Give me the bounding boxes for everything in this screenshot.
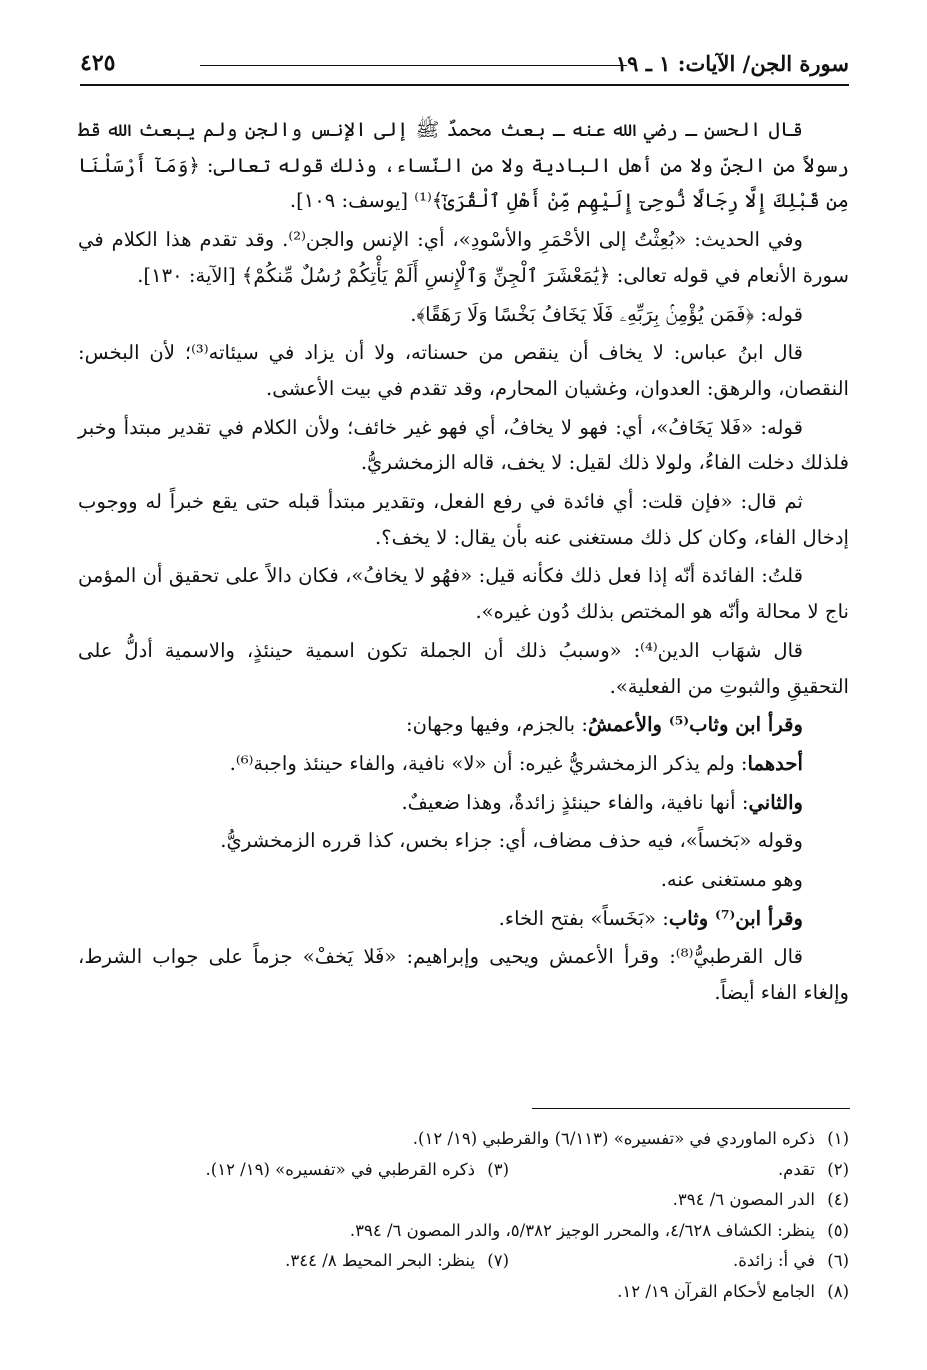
footnote bbox=[285, 1246, 509, 1277]
paragraph: قوله: «فَلا يَخَافُ»، أي: فهو لا يخافُ، أي فهو غير خائف؛ ولأن الكلام في تقدير مبتدأ وخبر فلذلك دخلت الفاءُ، ولولا ذلك لقيل: لا يخف، قاله الزمخشريُّ. bbox=[78, 415, 849, 475]
paragraph: وفي الحديث: «بُعِثْتُ إلى الأحْمَرِ والأسْودِ»، أي: الإنس والجن⁽²⁾. وقد تقدم هذا الكلام في سورة الأنعام في قوله تعالى: ﴿يَٰمَعْشَرَ ٱلْجِنِّ وَٱلْإِنسِ أَلَمْ يَأْتِكُمْ رُسُلٌ مِّنكُمْ﴾ [الآية: ١٣٠]. bbox=[78, 228, 849, 287]
footnote bbox=[509, 1155, 849, 1186]
footnote-number: (١) bbox=[827, 1129, 849, 1148]
footnote bbox=[78, 1277, 849, 1308]
footnote-number: (٣) bbox=[487, 1159, 509, 1179]
footnote-text: الدر المصون ٦/ ٣٩٤. bbox=[672, 1190, 815, 1210]
footnote-text: تقدم. bbox=[777, 1159, 815, 1179]
main-text bbox=[78, 112, 849, 1011]
footnote-text: ينظر: البحر المحيط ٨/ ٣٤٤. bbox=[285, 1251, 475, 1271]
header-divider bbox=[80, 84, 849, 86]
footnote-row bbox=[78, 1155, 849, 1186]
footnote bbox=[206, 1155, 509, 1186]
paragraph: ثم قال: «فإن قلت: أي فائدة في رفع الفعل، وتقدير مبتدأ قبله حتى يقع خبراً له ووجوب إدخال الفاء، وكان كل ذلك مستغنى عنه بأن يقال: لا يخف؟. bbox=[78, 490, 849, 549]
footnote-text: ينظر: الكشاف ٤/٦٢٨، والمحرر الوجيز ٥/٣٨٢، والدر المصون ٦/ ٣٩٤. bbox=[349, 1220, 815, 1240]
footnote-divider bbox=[532, 1108, 850, 1109]
paragraph: قوله: ﴿فَمَن يُؤْمِنۢ بِرَبِّهِۦ فَلَا يَخَافُ بَخْسًا وَلَا رَهَقًا﴾. bbox=[410, 302, 803, 326]
footnote-text: ذكره القرطبي في «تفسيره» (١٩/ ١٢). bbox=[205, 1159, 475, 1179]
footnote bbox=[78, 1185, 849, 1216]
paragraph-lead: أحدهما bbox=[747, 751, 803, 775]
footnote bbox=[78, 1124, 849, 1155]
page-number: ٤٢٥ bbox=[80, 50, 116, 76]
footnote-row bbox=[78, 1246, 849, 1277]
footnote bbox=[78, 1216, 849, 1247]
paragraph-lead: وقرأ ابن⁽⁷⁾ وثاب bbox=[668, 906, 803, 930]
footnote-number: (٧) bbox=[487, 1251, 509, 1271]
footnote-number: (٦) bbox=[827, 1251, 849, 1271]
footnote-text: ذكره الماوردي في «تفسيره» (٦/١١٣) والقرطبي (١٩/ ١٢). bbox=[412, 1129, 815, 1148]
footnote-number: (٢) bbox=[827, 1159, 849, 1179]
footnote-number: (٤) bbox=[827, 1190, 849, 1210]
paragraph-text: : أنها نافية، والفاء حينئذٍ زائدةٌ، وهذا ضعيفٌ. bbox=[401, 790, 749, 814]
paragraph-text: : «بَخَساً» بفتح الخاء. bbox=[498, 906, 669, 930]
footnote bbox=[509, 1246, 849, 1277]
paragraph bbox=[78, 707, 849, 743]
footnote-number: (٥) bbox=[827, 1220, 849, 1240]
footnote-number: (٨) bbox=[827, 1281, 849, 1301]
footnotes bbox=[78, 1124, 849, 1308]
paragraph-text: : ولم يذكر الزمخشريُّ غيره: أن «لا» نافية، والفاء حينئذ واجبة⁽⁶⁾. bbox=[229, 751, 748, 775]
paragraph bbox=[78, 785, 849, 821]
paragraph-lead: والثاني bbox=[748, 790, 803, 814]
footnote-text: الجامع لأحكام القرآن ١٩/ ١٢. bbox=[617, 1281, 815, 1301]
paragraph: وقوله «بَخساً»، فيه حذف مضاف، أي: جزاء بخس، كذا قرره الزمخشريُّ. bbox=[220, 829, 803, 853]
paragraph: قال القرطبيُّ⁽⁸⁾: وقرأ الأعمش ويحيى وإبراهيم: «فَلا يَخفْ» جزماً على جواب الشرط، وإلغاء الفاء أيضاً. bbox=[78, 945, 849, 1005]
paragraph bbox=[78, 746, 849, 782]
paragraph-text: : بالجزم، وفيها وجهان: bbox=[406, 713, 588, 737]
header-rule bbox=[200, 65, 627, 66]
paragraph: قال شهَاب الدين⁽⁴⁾: «وسببُ ذلك أن الجملة تكون اسمية حينئذٍ، والاسمية أدلُّ على التحقيقِ والثبوتِ من الفعلية». bbox=[78, 638, 849, 698]
paragraph: قال الحسن ـ رضي الله عنه ـ بعث محمدٌ ﷺ إلى الإنس والجن ولم يبعث الله قط رسولاً من الجنّ ولا من أهل البادية ولا من النّساء، وذلك قوله تعالى: ﴿وَمَآ أَرْسَلْنَا مِن قَبْلِكَ إِلَّا رِجَالًا نُّوحِىٓ إِلَيْهِم مِّنْ أَهْلِ ٱلْقُرَىٰٓ﴾⁽¹⁾ [يوسف: ١٠٩]. bbox=[78, 118, 849, 213]
paragraph bbox=[78, 901, 849, 937]
footnote-text: في أ: زائدة. bbox=[733, 1251, 815, 1271]
paragraph: قال ابنُ عباس: لا يخاف أن ينقص من حسناته، ولا أن يزاد في سيئاته⁽³⁾؛ لأن البخس: النقصان، والرهق: العدوان، وغشيان المحارم، وقد تقدم في بيت الأعشى. bbox=[78, 341, 849, 400]
paragraph: قلتُ: الفائدة أنّه إذا فعل ذلك فكأنه قيل: «فهُو لا يخافُ»، فكان دالاً على تحقيق أن المؤمن ناج لا محالة وأنّه هو المختص بذلك دُون غيره». bbox=[78, 564, 849, 624]
paragraph: وهو مستغنى عنه. bbox=[660, 868, 803, 892]
paragraph-lead: وقرأ ابن وثاب⁽⁵⁾ والأعمشُ bbox=[587, 713, 803, 737]
page-header bbox=[80, 36, 849, 86]
running-title: سورة الجن/ الآيات: ١ ـ ١٩ bbox=[615, 51, 849, 76]
